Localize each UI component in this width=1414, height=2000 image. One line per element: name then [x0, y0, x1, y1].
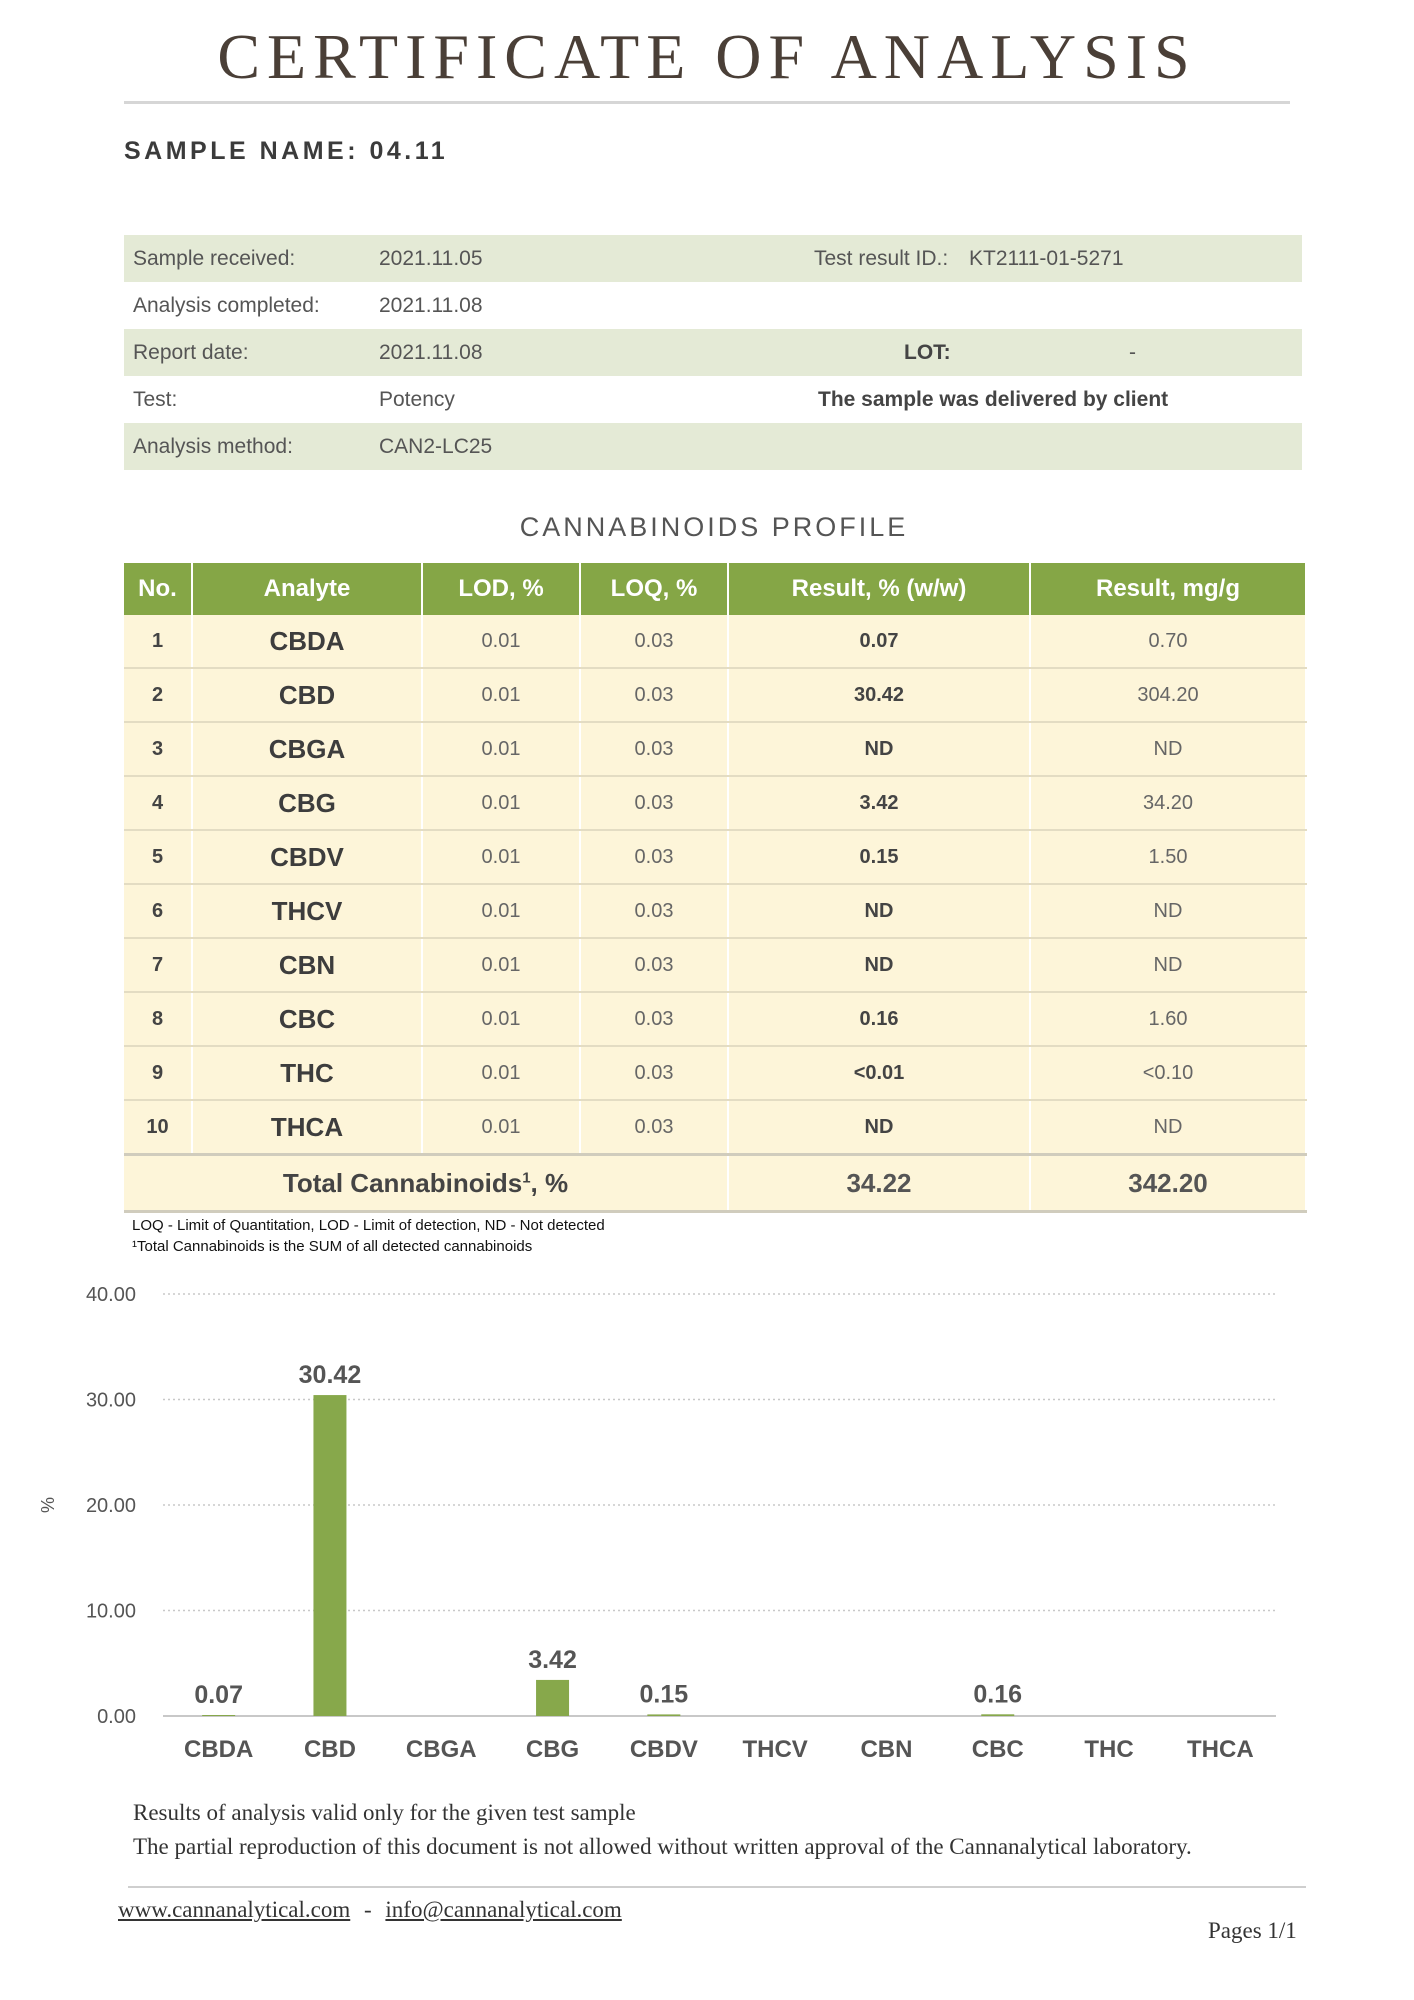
lod-value: 0.01 — [422, 668, 580, 722]
analyte-name: THCA — [192, 1100, 422, 1155]
analyte-name: CBDV — [192, 830, 422, 884]
info-row-received — [124, 235, 1302, 282]
total-mg: 342.20 — [1030, 1155, 1306, 1212]
sample-received-value: 2021.11.05 — [379, 247, 483, 270]
data-label-cbda: 0.07 — [194, 1681, 243, 1709]
test-label: Test: — [133, 388, 178, 411]
bar-cbd — [313, 1395, 346, 1716]
total-footnote: ¹Total Cannabinoids is the SUM of all detected cannabinoids — [132, 1238, 533, 1255]
analyte-name: THCV — [192, 884, 422, 938]
result-percent: 0.07 — [728, 615, 1030, 668]
analyte-name: CBD — [192, 668, 422, 722]
x-tick-label-thcv: THCV — [742, 1736, 808, 1763]
test-result-id-label: Test result ID.: — [814, 247, 949, 270]
header-result-mg: Result, mg/g — [1030, 563, 1306, 615]
loq-value: 0.03 — [580, 722, 728, 776]
result-mg: ND — [1030, 722, 1306, 776]
result-mg: 1.50 — [1030, 830, 1306, 884]
loq-value: 0.03 — [580, 992, 728, 1046]
table-row — [124, 668, 1306, 722]
loq-value: 0.03 — [580, 615, 728, 668]
x-tick-label-cbc: CBC — [971, 1736, 1024, 1763]
footer-links — [118, 1897, 622, 1923]
header-loq: LOQ, % — [580, 563, 728, 615]
footer-divider — [128, 1886, 1306, 1888]
result-percent: ND — [728, 722, 1030, 776]
y-axis-label: % — [38, 1496, 58, 1514]
total-unit: , % — [530, 1167, 569, 1198]
disclaimer-validity: Results of analysis valid only for the given test sample — [133, 1800, 636, 1825]
analyte-name: CBN — [192, 938, 422, 992]
y-tick-label: 20.00 — [85, 1495, 136, 1517]
y-tick-label: 30.00 — [85, 1389, 136, 1412]
table-row — [124, 776, 1306, 830]
lot-value: - — [1129, 341, 1136, 364]
sample-name: SAMPLE NAME: 04.11 — [124, 137, 449, 165]
table-row — [124, 722, 1306, 776]
test-result-id-value: KT2111-01-5271 — [969, 247, 1124, 270]
row-number: 5 — [124, 830, 192, 884]
table-row — [124, 615, 1306, 668]
table-row — [124, 1046, 1306, 1100]
loq-value: 0.03 — [580, 668, 728, 722]
analysis-method-label: Analysis method: — [133, 435, 293, 458]
lot-label: LOT: — [904, 341, 951, 364]
lod-value: 0.01 — [422, 722, 580, 776]
bar-cbda — [202, 1715, 235, 1716]
table-row — [124, 830, 1306, 884]
row-number: 1 — [124, 615, 192, 668]
info-row-test — [124, 376, 1302, 423]
lod-value: 0.01 — [422, 1046, 580, 1100]
analyte-name: CBC — [192, 992, 422, 1046]
total-label — [124, 1155, 728, 1212]
table-header-row — [124, 563, 1306, 615]
result-percent: 3.42 — [728, 776, 1030, 830]
loq-value: 0.03 — [580, 776, 728, 830]
lod-value: 0.01 — [422, 938, 580, 992]
disclaimer-reproduction: The partial reproduction of this document is not allowed without written approval of the Cannanalytical laboratory. — [133, 1834, 1192, 1859]
cannabinoids-table — [124, 563, 1307, 1213]
analyte-name: CBGA — [192, 722, 422, 776]
data-label-cbd: 30.42 — [298, 1361, 362, 1390]
website-link[interactable]: www.cannanalytical.com — [118, 1897, 351, 1922]
info-row-completed — [124, 282, 1302, 329]
loq-value: 0.03 — [580, 884, 728, 938]
result-mg: 304.20 — [1030, 668, 1306, 722]
result-percent: ND — [728, 1100, 1030, 1155]
total-label-text: Total Cannabinoids — [282, 1167, 523, 1198]
info-row-report-date — [124, 329, 1302, 376]
x-tick-label-cbd: CBD — [303, 1736, 356, 1763]
row-number: 9 — [124, 1046, 192, 1100]
x-tick-label-cbg: CBG — [525, 1736, 580, 1763]
header-lod: LOD, % — [422, 563, 580, 615]
bar-cbdv — [647, 1714, 680, 1716]
x-tick-label-cbga: CBGA — [405, 1736, 477, 1763]
data-label-cbc: 0.16 — [973, 1680, 1023, 1709]
x-tick-label-thc: THC — [1084, 1736, 1134, 1763]
x-tick-label-cbdv: CBDV — [629, 1736, 698, 1763]
row-number: 6 — [124, 884, 192, 938]
result-percent: ND — [728, 884, 1030, 938]
result-mg: ND — [1030, 938, 1306, 992]
header-no: No. — [124, 563, 192, 615]
title-divider — [124, 101, 1290, 104]
result-mg: ND — [1030, 1100, 1306, 1155]
row-number: 8 — [124, 992, 192, 1046]
analyte-name: THC — [192, 1046, 422, 1100]
page-count: Pages 1/1 — [1208, 1918, 1297, 1943]
header-analyte: Analyte — [192, 563, 422, 615]
header-result-percent: Result, % (w/w) — [728, 563, 1030, 615]
result-mg: 0.70 — [1030, 615, 1306, 668]
y-tick-label: 10.00 — [85, 1600, 136, 1623]
analysis-method-value: CAN2-LC25 — [379, 435, 493, 458]
x-tick-label-thca: THCA — [1187, 1736, 1254, 1763]
analysis-completed-label: Analysis completed: — [133, 294, 320, 317]
data-label-cbdv: 0.15 — [639, 1680, 689, 1709]
lod-value: 0.01 — [422, 884, 580, 938]
report-date-value: 2021.11.08 — [379, 341, 483, 364]
result-percent: 0.16 — [728, 992, 1030, 1046]
row-number: 3 — [124, 722, 192, 776]
test-value: Potency — [379, 388, 455, 411]
bar-cbg — [536, 1680, 569, 1716]
x-tick-label-cbda: CBDA — [183, 1736, 254, 1763]
table-row — [124, 1100, 1306, 1155]
link-separator: - — [364, 1897, 372, 1922]
email-link[interactable]: info@cannanalytical.com — [385, 1897, 622, 1922]
loq-value: 0.03 — [580, 830, 728, 884]
document-title: CERTIFICATE OF ANALYSIS — [217, 21, 1197, 92]
result-percent: ND — [728, 938, 1030, 992]
lod-value: 0.01 — [422, 992, 580, 1046]
table-row — [124, 884, 1306, 938]
table-row — [124, 938, 1306, 992]
row-number: 7 — [124, 938, 192, 992]
result-percent: 30.42 — [728, 668, 1030, 722]
table-notes — [132, 1215, 605, 1257]
table-row — [124, 992, 1306, 1046]
y-tick-label: 40.00 — [85, 1284, 136, 1306]
analyte-name: CBDA — [192, 615, 422, 668]
sample-received-label: Sample received: — [133, 247, 296, 270]
lod-value: 0.01 — [422, 1100, 580, 1155]
lod-value: 0.01 — [422, 830, 580, 884]
bar-cbc — [981, 1714, 1014, 1716]
total-row — [124, 1155, 1306, 1212]
y-tick-label: 0.00 — [97, 1706, 136, 1728]
analysis-completed-value: 2021.11.08 — [379, 294, 483, 317]
row-number: 10 — [124, 1100, 192, 1155]
analyte-name: CBG — [192, 776, 422, 830]
row-number: 4 — [124, 776, 192, 830]
loq-value: 0.03 — [580, 1046, 728, 1100]
result-percent: 0.15 — [728, 830, 1030, 884]
lod-value: 0.01 — [422, 615, 580, 668]
x-tick-label-cbn: CBN — [860, 1736, 913, 1763]
result-mg: 34.20 — [1030, 776, 1306, 830]
abbreviations-note: LOQ - Limit of Quantitation, LOD - Limit of detection, ND - Not detected — [132, 1217, 605, 1234]
profile-title: CANNABINOIDS PROFILE — [519, 512, 909, 542]
info-row-method — [124, 423, 1302, 470]
total-percent: 34.22 — [728, 1155, 1030, 1212]
data-label-cbg: 3.42 — [528, 1645, 577, 1674]
report-date-label: Report date: — [133, 341, 249, 364]
loq-value: 0.03 — [580, 1100, 728, 1155]
result-percent: <0.01 — [728, 1046, 1030, 1100]
result-mg: <0.10 — [1030, 1046, 1306, 1100]
result-mg: 1.60 — [1030, 992, 1306, 1046]
sample-info-table — [124, 235, 1302, 470]
lod-value: 0.01 — [422, 776, 580, 830]
delivered-note: The sample was delivered by client — [818, 388, 1169, 411]
result-mg: ND — [1030, 884, 1306, 938]
table-body — [124, 615, 1306, 1212]
total-footnote-mark: 1 — [522, 1168, 531, 1186]
row-number: 2 — [124, 668, 192, 722]
loq-value: 0.03 — [580, 938, 728, 992]
